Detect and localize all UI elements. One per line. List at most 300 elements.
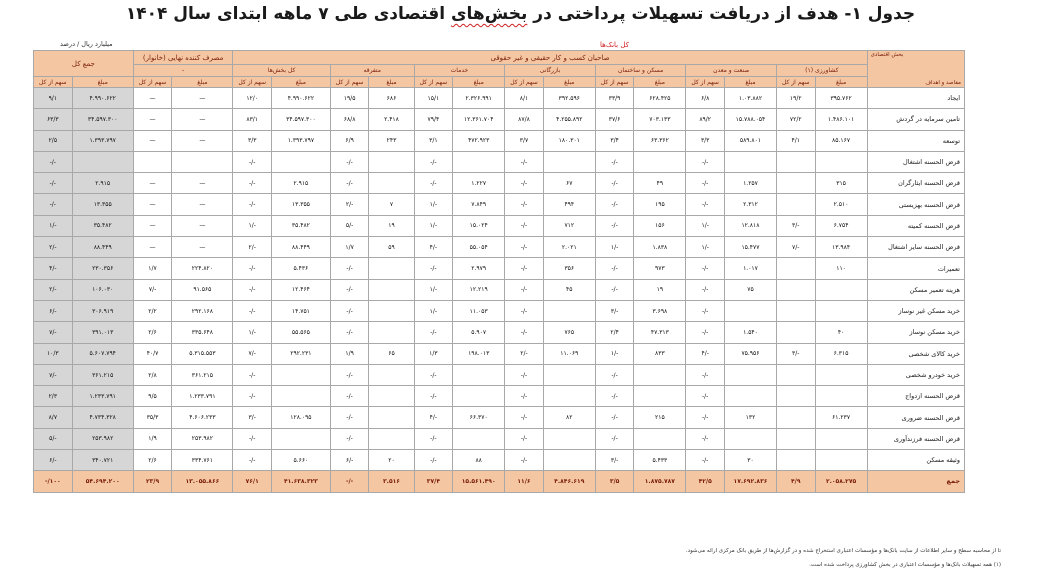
table-row	[34, 279, 965, 300]
table-cell: ۳/۳	[233, 130, 272, 151]
table-cell: ۱.۴۸۶.۱۰۱	[815, 109, 867, 130]
table-cell: -/-	[414, 428, 453, 449]
table-cell: ۴/۱	[777, 130, 816, 151]
table-row	[34, 130, 965, 151]
table-cell: ۸۸.۴۴۹	[271, 237, 330, 258]
table-cell: ۲۴۳	[369, 130, 414, 151]
table-cell	[634, 386, 686, 407]
table-cell: ۱.۳۹۳.۷۹۷	[72, 130, 133, 151]
table-cell: -/-	[686, 450, 725, 471]
table-cell: ۳۵۶	[543, 258, 595, 279]
table-cell: -/۱	[414, 279, 453, 300]
table-cell: ۶۱.۲۳۷	[815, 407, 867, 428]
table-cell: ۶۳.۳۶۲	[634, 130, 686, 151]
table-cell: ۱۲.۴۶۴	[271, 279, 330, 300]
table-cell	[543, 450, 595, 471]
facilities-table	[33, 50, 965, 493]
table-cell: -/-	[233, 173, 272, 194]
business-owners-header: صاحبان کسب و کار حقیقی و غیر حقوقی	[233, 51, 867, 65]
table-cell: -/۱	[34, 215, 73, 236]
table-cell: ۹/۱	[34, 88, 73, 109]
table-cell	[453, 151, 505, 172]
corner-header: بخش اقتصادی مقاصد و اهداف	[867, 51, 964, 88]
table-cell	[172, 151, 233, 172]
table-cell: -/-	[414, 173, 453, 194]
amount-header: مبلغ	[634, 77, 686, 88]
table-row	[34, 386, 965, 407]
table-cell: ۴۹	[634, 173, 686, 194]
table-cell: -/-	[414, 450, 453, 471]
amount-header: مبلغ	[724, 77, 776, 88]
table-cell: ۶/۹	[330, 130, 369, 151]
table-cell: ۵.۶۶۰	[271, 450, 330, 471]
table-cell: -/۱	[233, 322, 272, 343]
table-cell: ۷.۸۴۹	[453, 194, 505, 215]
all-banks-label: کل بانک‌ها	[600, 41, 629, 49]
table-cell: ۴.۷۳۴.۳۲۸	[72, 407, 133, 428]
table-cell: ۵.۹۰۷	[453, 322, 505, 343]
table-cell: —	[133, 215, 172, 236]
table-cell: -/-	[505, 300, 544, 321]
table-row	[34, 428, 965, 449]
table-cell: ۱۰۶.۰۳۰	[72, 279, 133, 300]
share-header: سهم از کل	[330, 77, 369, 88]
table-cell	[777, 151, 816, 172]
table-cell	[634, 428, 686, 449]
table-cell: ۲۵۳.۹۸۲	[172, 428, 233, 449]
table-cell: ۳۰۶.۹۱۹	[72, 300, 133, 321]
table-cell	[369, 364, 414, 385]
table-cell: ۶.۳۱۵	[815, 343, 867, 364]
table-cell: ۲۳/۹	[133, 471, 172, 492]
table-cell: -/-	[505, 258, 544, 279]
table-cell: -/۱	[233, 215, 272, 236]
table-cell: -/۵	[330, 215, 369, 236]
table-cell: -/-	[34, 151, 73, 172]
table-cell: ۲/۳	[34, 386, 73, 407]
table-cell: -/۴	[34, 258, 73, 279]
table-cell: ۱۵.۰۲۴	[453, 215, 505, 236]
table-cell: -/-	[595, 428, 634, 449]
table-cell: ۶.۷۵۴	[815, 215, 867, 236]
table-cell	[724, 364, 776, 385]
table-cell: ۲.۹۱۵	[271, 173, 330, 194]
table-cell: ۵۸۹.۸۰۱	[724, 130, 776, 151]
table-cell	[777, 428, 816, 449]
table-cell: -/-	[233, 258, 272, 279]
table-cell: -/-	[330, 300, 369, 321]
table-cell: ۱۱.۰۵۳	[453, 300, 505, 321]
table-cell: ۶۶.۳۷۰	[453, 407, 505, 428]
table-cell: ۱۳۲	[724, 407, 776, 428]
table-cell: ۲/۶	[133, 450, 172, 471]
table-cell: -/-	[505, 215, 544, 236]
table-cell	[724, 300, 776, 321]
table-cell: ۲/۲	[133, 300, 172, 321]
share-header: سهم از کل	[133, 77, 172, 88]
table-cell: -/-	[330, 322, 369, 343]
table-cell: -/۷	[233, 343, 272, 364]
table-cell	[724, 151, 776, 172]
table-cell: ۲.۳۲۶.۹۹۱	[453, 88, 505, 109]
table-cell: ۲۹۲.۱۶۸	[172, 300, 233, 321]
table-cell: -/-	[686, 279, 725, 300]
table-row	[34, 194, 965, 215]
table-cell	[634, 151, 686, 172]
amount-header: مبلغ	[172, 77, 233, 88]
row-label: قرض الحسنه ازدواج	[867, 386, 964, 407]
table-cell: ۱.۲۵۷	[724, 173, 776, 194]
table-cell: ۳۶۱.۲۱۵	[172, 364, 233, 385]
table-cell	[133, 151, 172, 172]
row-label: توسعه	[867, 130, 964, 151]
table-cell: -/۲	[233, 237, 272, 258]
row-label: خرید کالای شخصی	[867, 343, 964, 364]
table-cell: -/-	[686, 258, 725, 279]
share-header: سهم از کل	[34, 77, 73, 88]
unit-label: میلیارد ریال / درصد	[60, 40, 113, 48]
table-cell: ۷۲/۲	[777, 109, 816, 130]
table-cell	[815, 364, 867, 385]
table-cell: ۳/۳	[686, 130, 725, 151]
table-cell: ۴.۹۹۰.۶۲۲	[271, 88, 330, 109]
table-cell	[815, 279, 867, 300]
table-cell: -/-	[505, 450, 544, 471]
table-cell: -/-	[330, 386, 369, 407]
amount-header: مبلغ	[815, 77, 867, 88]
table-cell: ۱۹۵	[634, 194, 686, 215]
amount-header: مبلغ	[369, 77, 414, 88]
table-cell: ۲.۰۲۱	[543, 237, 595, 258]
table-cell: -/-	[330, 471, 369, 492]
table-cell	[369, 407, 414, 428]
share-header: سهم از کل	[686, 77, 725, 88]
table-cell: ۵۵.۵۶۵	[271, 322, 330, 343]
table-row	[34, 322, 965, 343]
table-cell: -/-	[330, 407, 369, 428]
table-cell: ۱.۲۳۳.۷۹۱	[172, 386, 233, 407]
table-cell: ۳۴۰.۷۲۱	[72, 450, 133, 471]
table-cell: ۴/۹	[777, 471, 816, 492]
table-cell: ۸/۷	[34, 407, 73, 428]
table-cell: ۳۶۱.۲۱۵	[72, 364, 133, 385]
table-cell: ۱۰/۳	[34, 343, 73, 364]
table-cell: -/-	[595, 194, 634, 215]
table-cell: -/-	[686, 194, 725, 215]
table-cell: -/-	[233, 194, 272, 215]
footnote-agriculture: (۱) همه تسهیلات بانک‌ها و مؤسسات اعتباری در بخش کشاورزی پرداخت شده است.	[809, 562, 1001, 568]
table-cell: ۱۲۸.۰۹۵	[271, 407, 330, 428]
table-cell: -/-	[414, 258, 453, 279]
table-cell: -/-	[595, 386, 634, 407]
table-cell: -/-	[686, 364, 725, 385]
table-cell: ۳.۶۹۸	[634, 300, 686, 321]
table-cell: ۱.۲۲۷	[453, 173, 505, 194]
table-cell	[815, 386, 867, 407]
table-cell: -/۱	[414, 194, 453, 215]
table-cell: ۲.۴۱۸	[369, 109, 414, 130]
table-cell: -/-	[686, 151, 725, 172]
table-cell	[777, 300, 816, 321]
table-cell: -/-	[330, 151, 369, 172]
table-cell: -/۳	[595, 300, 634, 321]
table-cell: ۸۸	[453, 450, 505, 471]
table-cell: -/۶	[330, 450, 369, 471]
table-cell: ۳۳/۹	[595, 88, 634, 109]
table-cell: -/-	[686, 300, 725, 321]
table-cell: -/-	[595, 173, 634, 194]
table-cell: —	[133, 109, 172, 130]
table-cell	[815, 151, 867, 172]
row-label: وثیقه مسکن	[867, 450, 964, 471]
table-cell: ۱۴.۷۵۱	[271, 300, 330, 321]
table-cell: ۷۵.۹۵۶	[724, 343, 776, 364]
table-cell: ۸۳۳	[634, 343, 686, 364]
table-cell	[815, 428, 867, 449]
table-row	[34, 407, 965, 428]
table-cell: -/۷	[34, 322, 73, 343]
table-cell: ۱۲/۰	[233, 88, 272, 109]
table-cell: ۸۳/۱	[233, 109, 272, 130]
row-label: قرض الحسنه اشتغال	[867, 151, 964, 172]
table-cell	[543, 386, 595, 407]
table-cell: ۳/۵	[595, 471, 634, 492]
table-cell	[543, 364, 595, 385]
table-cell: —	[172, 173, 233, 194]
table-cell: -/۳	[233, 407, 272, 428]
table-cell	[777, 173, 816, 194]
table-cell: -/-	[233, 279, 272, 300]
table-cell: -/۱	[414, 300, 453, 321]
table-cell	[271, 364, 330, 385]
table-cell: ۱.۰۱۷	[724, 258, 776, 279]
row-label: قرض الحسنه سایر اشتغال	[867, 237, 964, 258]
table-cell: -/-	[233, 300, 272, 321]
table-cell: ۱۹/۲	[777, 88, 816, 109]
table-cell: ۳۹۲.۵۹۶	[543, 88, 595, 109]
table-cell: ۲۵۳.۹۸۲	[72, 428, 133, 449]
share-header: سهم از کل	[777, 77, 816, 88]
share-header: سهم از کل	[595, 77, 634, 88]
table-cell: -/۱	[686, 237, 725, 258]
footnote-source: تا از محاسبه سطح و سایر اطلاعات از سایت بانک‌ها و مؤسسات اعتباری استخراج شده و در گزارش‌ها از طریق بانک مرکزی ارائه می‌شود.	[685, 548, 1001, 554]
table-cell: ۱۹۸.۰۱۳	[453, 343, 505, 364]
table-row	[34, 343, 965, 364]
table-cell: ۳۵.۴۸۲	[72, 215, 133, 236]
table-cell: ۳۳۵.۶۴۸	[172, 322, 233, 343]
table-cell: ۵۹	[369, 237, 414, 258]
row-label: خرید خودرو شخصی	[867, 364, 964, 385]
row-label: ایجاد	[867, 88, 964, 109]
table-cell: ۱۵.۴۷۷	[724, 237, 776, 258]
table-cell: ۱.۸۳۸	[634, 237, 686, 258]
table-cell: -/۷	[133, 279, 172, 300]
table-cell: -/-	[505, 407, 544, 428]
table-cell: ۱۵.۵۶۱.۴۹۰	[453, 471, 505, 492]
table-cell: ۳۱۵	[815, 173, 867, 194]
table-cell	[724, 428, 776, 449]
table-cell: ۲/۸	[133, 364, 172, 385]
table-cell: ۲/۶	[133, 322, 172, 343]
table-cell: ۱/۷	[133, 258, 172, 279]
table-cell	[724, 386, 776, 407]
row-label: قرض الحسنه فرزندآوری	[867, 428, 964, 449]
table-cell: -/-	[505, 194, 544, 215]
table-cell: ۵۴.۶۹۴.۲۰۰	[72, 471, 133, 492]
table-cell: ۶۸۶	[369, 88, 414, 109]
table-cell: -/-	[233, 151, 272, 172]
table-cell: ۴۵	[543, 279, 595, 300]
table-cell: -/۴	[686, 343, 725, 364]
table-cell: ۱۵۶	[634, 215, 686, 236]
table-cell: ۱۳.۳۵۵	[271, 194, 330, 215]
table-cell: -/-	[414, 364, 453, 385]
table-cell: ۶۵	[369, 343, 414, 364]
table-cell: ۴.۸۴۶.۶۱۹	[543, 471, 595, 492]
table-cell: -/۷	[34, 364, 73, 385]
table-cell: ۱۳.۳۵۵	[72, 194, 133, 215]
table-cell: ۱۱۰	[815, 258, 867, 279]
table-cell: ۲۱۵	[634, 407, 686, 428]
table-cell	[271, 386, 330, 407]
table-cell: -/-	[330, 428, 369, 449]
table-row	[34, 258, 965, 279]
table-row	[34, 151, 965, 172]
table-cell: -/-	[595, 215, 634, 236]
table-cell: -/-	[233, 364, 272, 385]
sector-header-row: کشاورزی (۱) صنعت و معدن مسکن و ساختمان بازرگانی خدمات متفرقه کل بخش‌ها -	[34, 65, 965, 77]
table-cell: ۴۷.۳۱۳	[634, 322, 686, 343]
grand-total-header: جمع کل	[34, 51, 134, 77]
table-cell: -/۴	[414, 237, 453, 258]
table-cell: —	[133, 130, 172, 151]
table-cell: ۴۲/۵	[686, 471, 725, 492]
table-cell	[777, 450, 816, 471]
table-cell: ۳.۵۱۶	[369, 471, 414, 492]
table-cell: -/-	[505, 386, 544, 407]
table-cell	[369, 279, 414, 300]
table-cell: ۵.۴۳۶	[271, 258, 330, 279]
table-cell: ۲۹۲.۲۳۱	[271, 343, 330, 364]
table-cell: -/-	[686, 173, 725, 194]
table-cell: -/-	[233, 428, 272, 449]
table-cell: ۱/۹	[133, 428, 172, 449]
table-cell: -/-	[414, 386, 453, 407]
table-cell: ۵.۴۳۳	[634, 450, 686, 471]
table-cell: -/-	[330, 364, 369, 385]
table-cell: —	[172, 215, 233, 236]
row-label: قرض الحسنه ضروری	[867, 407, 964, 428]
table-cell: —	[133, 88, 172, 109]
table-cell: ۵۵.۰۵۴	[453, 237, 505, 258]
table-cell: -/-	[595, 151, 634, 172]
table-cell: ۸۸.۴۴۹	[72, 237, 133, 258]
table-cell: -/۲	[330, 194, 369, 215]
table-cell: ۳۳۴.۷۶۱	[172, 450, 233, 471]
table-cell: ۱.۰۳.۸۸۲	[724, 88, 776, 109]
table-cell	[777, 194, 816, 215]
table-cell: ۵.۶۰۷.۷۹۴	[72, 343, 133, 364]
table-cell: ۲۲۴.۸۲۰	[172, 258, 233, 279]
table-row	[34, 471, 965, 492]
table-cell: ۱۳.۹۸۴	[815, 237, 867, 258]
table-cell: -/-	[505, 322, 544, 343]
table-cell	[369, 258, 414, 279]
table-cell: -/۲	[34, 237, 73, 258]
table-cell	[453, 386, 505, 407]
table-cell	[543, 428, 595, 449]
table-cell: ۱۱.۰۶۹	[543, 343, 595, 364]
table-cell: ۲۳۰.۳۵۶	[72, 258, 133, 279]
table-cell: ۶۳/۳	[34, 109, 73, 130]
table-cell: ۴۱.۶۳۸.۳۲۳	[271, 471, 330, 492]
table-cell: ۱/۹	[330, 343, 369, 364]
table-body	[34, 88, 965, 493]
table-cell: —	[172, 109, 233, 130]
table-cell: -/-	[330, 173, 369, 194]
table-cell: ۱۵.۷۸۸.۰۵۴	[724, 109, 776, 130]
table-cell: ۱.۸۷۵.۷۸۷	[634, 471, 686, 492]
table-cell: ۶/۸	[686, 88, 725, 109]
table-cell: ۳۹۵.۷۶۲	[815, 88, 867, 109]
table-row	[34, 215, 965, 236]
table-cell: -/-	[505, 151, 544, 172]
table-cell: ۳۷/۶	[595, 109, 634, 130]
table-cell: -/-	[414, 151, 453, 172]
table-cell: ۵.۳۱۵.۵۵۳	[172, 343, 233, 364]
table-cell: ۷	[369, 194, 414, 215]
row-label: خرید مسکن غیر نوساز	[867, 300, 964, 321]
table-cell	[815, 450, 867, 471]
row-label: تامین سرمایه در گردش	[867, 109, 964, 130]
table-cell: -/۲	[505, 343, 544, 364]
table-cell	[543, 151, 595, 172]
table-cell: ۴۷۲.۹۲۳	[453, 130, 505, 151]
table-cell: ۸/۱	[505, 88, 544, 109]
table-cell	[369, 300, 414, 321]
table-cell: -/۳	[777, 343, 816, 364]
table-cell: ۷۶۵	[543, 322, 595, 343]
table-cell	[634, 364, 686, 385]
table-cell: ۱۲.۲۱۹	[453, 279, 505, 300]
table-cell: ۸۵.۱۶۷	[815, 130, 867, 151]
table-cell: -/-	[505, 237, 544, 258]
table-cell: -/۳	[595, 450, 634, 471]
table-cell: ۱۹	[369, 215, 414, 236]
table-cell: ۹۱.۵۶۵	[172, 279, 233, 300]
table-cell	[815, 300, 867, 321]
amount-header: مبلغ	[72, 77, 133, 88]
table-cell: -/-	[505, 173, 544, 194]
table-cell: -/۶	[34, 450, 73, 471]
table-cell	[369, 322, 414, 343]
table-cell: ۷۶/۱	[233, 471, 272, 492]
table-cell: -/-	[595, 279, 634, 300]
table-cell	[369, 386, 414, 407]
table-cell: ۹/۵	[133, 386, 172, 407]
table-cell: -/-	[34, 173, 73, 194]
table-cell: ۱/۳	[414, 343, 453, 364]
table-cell: -/-	[330, 258, 369, 279]
row-label: قرض الحسنه بهزیستی	[867, 194, 964, 215]
table-cell: -/۴	[414, 407, 453, 428]
table-cell: ۳۹۱.۰۱۳	[72, 322, 133, 343]
table-cell	[453, 364, 505, 385]
table-cell: ۴۰	[815, 322, 867, 343]
table-cell: -/-	[686, 407, 725, 428]
table-row	[34, 364, 965, 385]
table-cell: —	[133, 194, 172, 215]
